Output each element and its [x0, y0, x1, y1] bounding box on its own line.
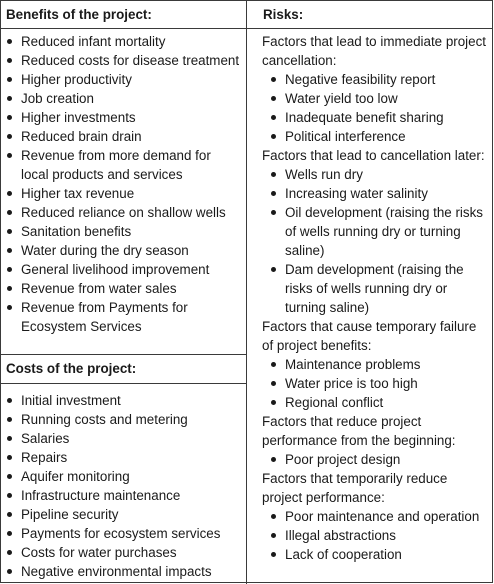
costs-top-rule: [1, 354, 246, 355]
risk-group-list: [262, 70, 490, 146]
header-rule: [1, 28, 493, 29]
cost-item: Aquifer monitoring: [4, 467, 242, 486]
benefit-item: Revenue from more demand for local products and services: [4, 146, 242, 184]
benefit-item: Reduced brain drain: [4, 127, 242, 146]
benefit-item: General livelihood improvement: [4, 260, 242, 279]
benefit-item: Higher investments: [4, 108, 242, 127]
benefit-item: Higher productivity: [4, 70, 242, 89]
costs-header-rule: [1, 383, 246, 384]
risk-group-intro: Factors that lead to cancellation later:: [262, 148, 485, 163]
benefit-item: Water during the dry season: [4, 241, 242, 260]
risk-item: Water yield too low: [268, 89, 490, 108]
risk-item: Poor maintenance and operation: [268, 507, 490, 526]
risk-group-intro: Factors that cause temporary failure of project benefits:: [262, 319, 477, 353]
risk-group-intro: Factors that temporarily reduce project performance:: [262, 471, 448, 505]
benefit-item: Sanitation benefits: [4, 222, 242, 241]
risks-list: [262, 32, 490, 564]
risk-item: Maintenance problems: [268, 355, 490, 374]
risk-item: Wells run dry: [268, 165, 490, 184]
benefit-item: Revenue from Payments for Ecosystem Services: [4, 298, 242, 336]
risk-item: Regional conflict: [268, 393, 490, 412]
cost-item: Payments for ecosystem services: [4, 524, 242, 543]
risk-item: Increasing water salinity: [268, 184, 490, 203]
risk-group-list: [262, 507, 490, 564]
cost-item: Negative environmental impacts: [4, 562, 242, 581]
benefit-item: Reduced infant mortality: [4, 32, 242, 51]
costs-heading: Costs of the project:: [6, 361, 137, 376]
risk-item: Poor project design: [268, 450, 490, 469]
cost-item: Repairs: [4, 448, 242, 467]
risk-item: Inadequate benefit sharing: [268, 108, 490, 127]
risk-group-intro: Factors that reduce project performance from the beginning:: [262, 414, 456, 448]
risk-item: Water price is too high: [268, 374, 490, 393]
risk-item: Negative feasibility report: [268, 70, 490, 89]
risk-item: Political interference: [268, 127, 490, 146]
risk-item: Dam development (raising the risks of wells running dry or turning saline): [268, 260, 490, 317]
benefit-item: Job creation: [4, 89, 242, 108]
cost-item: Costs for water purchases: [4, 543, 242, 562]
benefit-item: Reduced reliance on shallow wells: [4, 203, 242, 222]
benefit-item: Revenue from water sales: [4, 279, 242, 298]
risk-group-list: [262, 450, 490, 469]
cost-item: Pipeline security: [4, 505, 242, 524]
column-divider: [246, 1, 247, 584]
cost-item: Infrastructure maintenance: [4, 486, 242, 505]
risk-item: Oil development (raising the risks of wells running dry or turning saline): [268, 203, 490, 260]
cost-item: Initial investment: [4, 391, 242, 410]
risk-group-list: [262, 165, 490, 317]
cost-item: Running costs and metering: [4, 410, 242, 429]
risks-heading: Risks:: [263, 7, 304, 22]
risk-group-list: [262, 355, 490, 412]
cost-item: Salaries: [4, 429, 242, 448]
benefit-item: Higher tax revenue: [4, 184, 242, 203]
risk-item: Illegal abstractions: [268, 526, 490, 545]
benefits-heading: Benefits of the project:: [6, 7, 152, 22]
risk-item: Lack of cooperation: [268, 545, 490, 564]
benefits-list: [4, 32, 242, 336]
risk-group-intro: Factors that lead to immediate project cancellation:: [262, 34, 487, 68]
benefit-item: Reduced costs for disease treatment: [4, 51, 242, 70]
costs-list: [4, 391, 242, 581]
